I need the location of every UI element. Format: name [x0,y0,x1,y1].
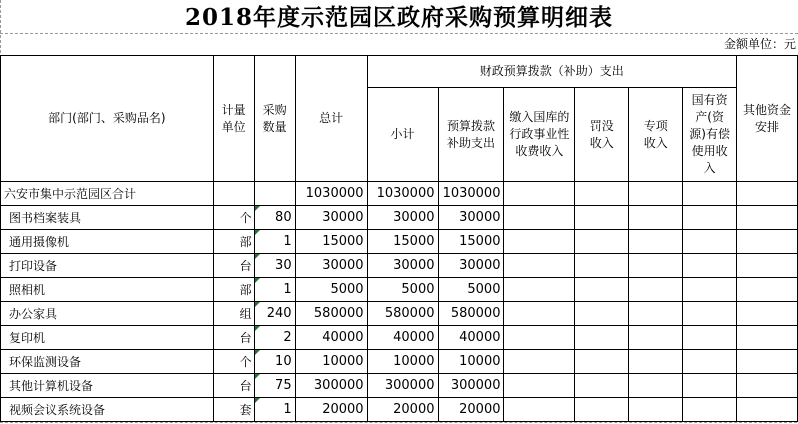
empty-cell [683,398,737,422]
item-name: 其他计算机设备 [1,374,214,398]
title-divider [0,33,798,34]
table-row [1,254,798,278]
empty-cell [504,230,575,254]
item-qty: 10 [254,350,295,374]
item-unit: 台 [213,326,254,350]
empty-cell [737,326,798,350]
empty-cell [629,350,683,374]
item-unit: 套 [213,398,254,422]
empty-cell [737,350,798,374]
item-subtotal: 15000 [367,230,438,254]
item-subtotal: 5000 [367,278,438,302]
empty-cell [737,182,798,206]
empty-cell [737,398,798,422]
table-row [1,374,798,398]
item-qty: 1 [254,278,295,302]
item-subtotal: 30000 [367,206,438,230]
empty-cell [683,182,737,206]
item-total: 20000 [295,398,367,422]
empty-cell [737,374,798,398]
empty-cell [575,374,629,398]
item-budget: 20000 [438,398,504,422]
item-budget: 30000 [438,206,504,230]
summary-row [1,182,798,206]
item-qty: 240 [254,302,295,326]
empty-cell [737,230,798,254]
table-row [1,326,798,350]
header-budget-subsidy: 预算拨款补助支出 [438,88,504,182]
item-unit: 个 [213,206,254,230]
item-name: 图书档案装具 [1,206,214,230]
item-name: 通用摄像机 [1,230,214,254]
empty-cell [504,302,575,326]
empty-cell [737,254,798,278]
item-budget: 580000 [438,302,504,326]
empty-cell [575,350,629,374]
summary-subtotal: 1030000 [367,182,438,206]
item-qty: 75 [254,374,295,398]
item-unit: 组 [213,302,254,326]
item-name: 办公家具 [1,302,214,326]
empty-cell [504,254,575,278]
empty-cell [504,398,575,422]
empty-cell [683,326,737,350]
item-total: 10000 [295,350,367,374]
empty-cell [683,230,737,254]
header-total: 总计 [295,56,367,182]
sheet-title: 2018年度示范园区政府采购预算明细表 [184,4,613,31]
empty-cell [683,350,737,374]
item-qty: 1 [254,230,295,254]
header-other-funds: 其他资金安排 [737,56,798,182]
header-state-assets: 国有资产(资源)有偿使用收入 [683,88,737,182]
header-row-1 [1,56,798,88]
summary-name: 六安市集中示范园区合计 [1,182,214,206]
item-subtotal: 580000 [367,302,438,326]
empty-cell [629,206,683,230]
empty-cell [504,350,575,374]
empty-cell [575,230,629,254]
empty-cell [504,206,575,230]
table-row [1,350,798,374]
summary-budget: 1030000 [438,182,504,206]
header-subtotal: 小计 [367,88,438,182]
item-budget: 40000 [438,326,504,350]
item-budget: 300000 [438,374,504,398]
item-name: 视频会议系统设备 [1,398,214,422]
header-dept: 部门(部门、采购品名) [1,56,214,182]
empty-cell [504,182,575,206]
item-budget: 30000 [438,254,504,278]
empty-cell [629,254,683,278]
header-unit: 计量单位 [213,56,254,182]
item-total: 580000 [295,302,367,326]
table-row [1,230,798,254]
item-subtotal: 40000 [367,326,438,350]
item-name: 环保监测设备 [1,350,214,374]
header-fines: 罚没收入 [575,88,629,182]
table-row [1,278,798,302]
summary-total: 1030000 [295,182,367,206]
item-total: 300000 [295,374,367,398]
table-row [1,302,798,326]
item-unit: 个 [213,350,254,374]
summary-unit-cell [213,182,254,206]
item-total: 30000 [295,206,367,230]
table-row [1,206,798,230]
header-qty: 采购数量 [254,56,295,182]
item-unit: 部 [213,230,254,254]
empty-cell [575,206,629,230]
item-budget: 5000 [438,278,504,302]
header-special-income: 专项收入 [629,88,683,182]
empty-cell [575,302,629,326]
item-budget: 10000 [438,350,504,374]
empty-cell [504,326,575,350]
empty-cell [683,302,737,326]
empty-cell [504,374,575,398]
item-qty: 2 [254,326,295,350]
empty-cell [737,278,798,302]
empty-cell [683,278,737,302]
empty-cell [504,278,575,302]
empty-cell [575,278,629,302]
header-admin-fees: 缴入国库的行政事业性收费收入 [504,88,575,182]
item-total: 40000 [295,326,367,350]
item-total: 30000 [295,254,367,278]
item-unit: 部 [213,278,254,302]
empty-cell [629,374,683,398]
item-subtotal: 10000 [367,350,438,374]
empty-cell [737,206,798,230]
empty-cell [575,254,629,278]
item-qty: 80 [254,206,295,230]
item-qty: 1 [254,398,295,422]
summary-qty-cell [254,182,295,206]
table-row [1,398,798,422]
item-unit: 台 [213,254,254,278]
budget-table [0,55,798,422]
item-budget: 15000 [438,230,504,254]
item-name: 照相机 [1,278,214,302]
item-total: 5000 [295,278,367,302]
empty-cell [629,182,683,206]
item-subtotal: 30000 [367,254,438,278]
item-name: 打印设备 [1,254,214,278]
empty-cell [683,206,737,230]
empty-cell [575,182,629,206]
item-total: 15000 [295,230,367,254]
empty-cell [629,278,683,302]
empty-cell [575,326,629,350]
header-fiscal-group: 财政预算拨款（补助）支出 [367,56,737,88]
empty-cell [683,254,737,278]
item-subtotal: 300000 [367,374,438,398]
empty-cell [629,302,683,326]
item-subtotal: 20000 [367,398,438,422]
empty-cell [629,230,683,254]
currency-unit-label: 金额单位：元 [723,37,796,51]
empty-cell [575,398,629,422]
empty-cell [629,326,683,350]
empty-cell [683,374,737,398]
item-qty: 30 [254,254,295,278]
empty-cell [629,398,683,422]
empty-cell [737,302,798,326]
item-name: 复印机 [1,326,214,350]
item-unit: 台 [213,374,254,398]
